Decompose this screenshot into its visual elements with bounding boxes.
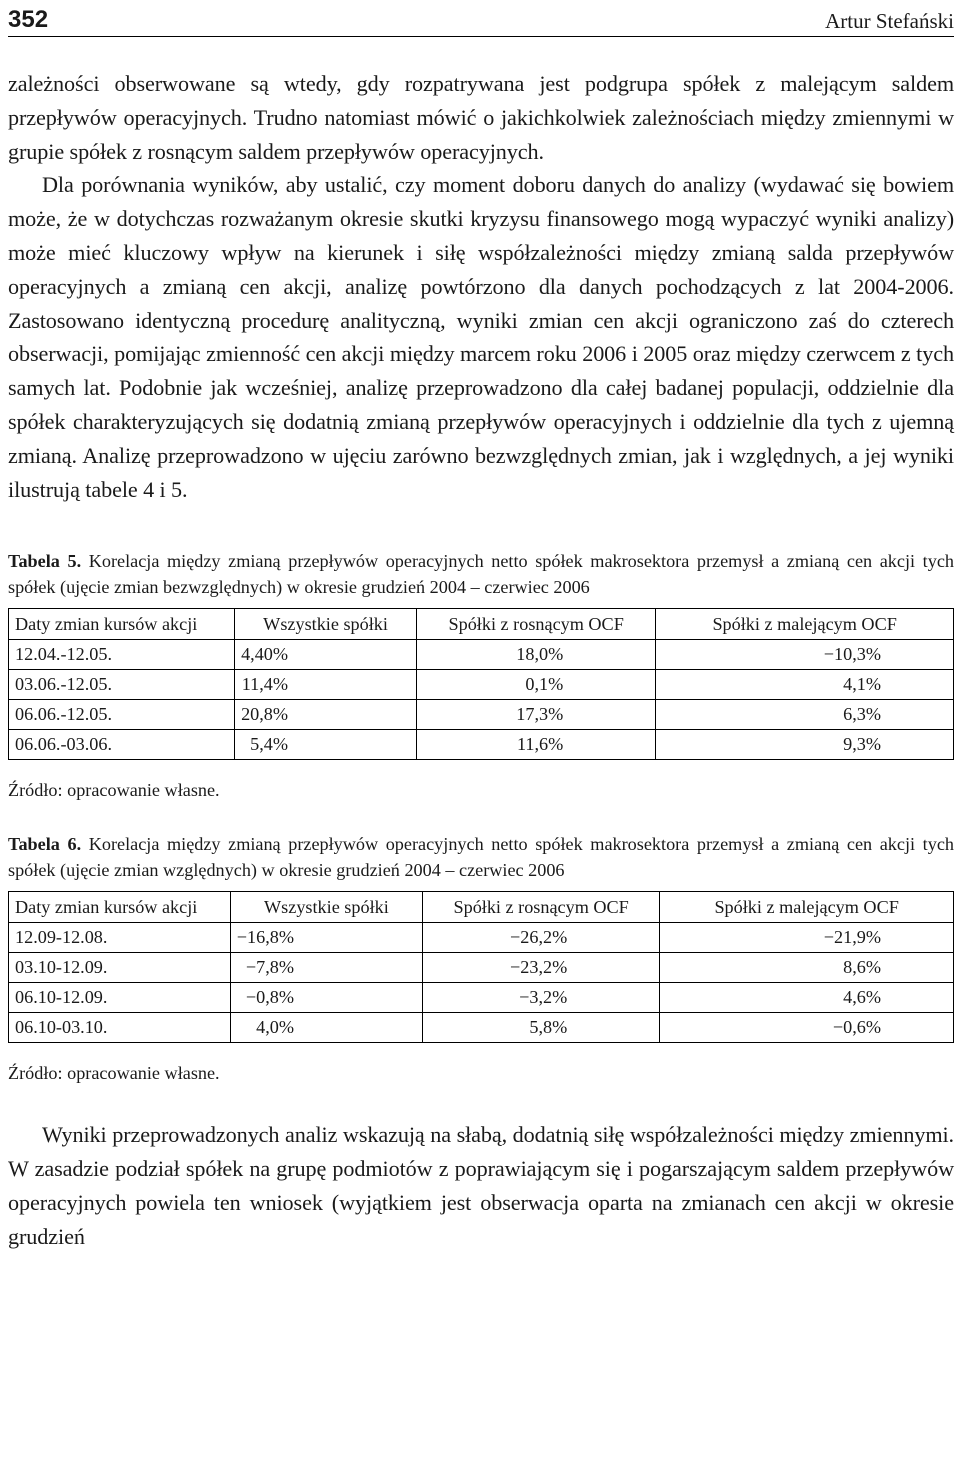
table-row	[9, 953, 954, 983]
header-dates: Daty zmian kursów akcji	[9, 892, 231, 923]
table-row	[9, 1013, 954, 1043]
cell-rising: −23,2%	[423, 953, 660, 983]
cell-date: 03.06.-12.05.	[9, 670, 235, 700]
table6	[8, 891, 954, 1043]
table6-source: Źródło: opracowanie własne.	[8, 1063, 220, 1084]
header-rising: Spółki z rosnącym OCF	[417, 609, 656, 640]
cell-date: 12.09-12.08.	[9, 923, 231, 953]
cell-falling: 4,1%	[656, 670, 954, 700]
header-rising: Spółki z rosnącym OCF	[423, 892, 660, 923]
table-row	[9, 640, 954, 670]
cell-all: 4,40%	[235, 640, 417, 670]
cell-falling: 9,3%	[656, 730, 954, 760]
cell-date: 12.04.-12.05.	[9, 640, 235, 670]
table-row	[9, 700, 954, 730]
cell-date: 06.06.-12.05.	[9, 700, 235, 730]
cell-falling: −10,3%	[656, 640, 954, 670]
cell-rising: 5,8%	[423, 1013, 660, 1043]
table5-caption-text: Korelacja między zmianą przepływów operacyjnych netto spółek makrosektora przemysł a zmianą cen akcji tych spółek (ujęcie zmian bezwzględnych) w okresie grudzień 2004 – czerwiec 2006	[8, 551, 954, 598]
cell-date: 06.10-03.10.	[9, 1013, 231, 1043]
cell-rising: 11,6%	[417, 730, 656, 760]
cell-all: 11,4%	[235, 670, 417, 700]
cell-all: −7,8%	[230, 953, 422, 983]
cell-date: 03.10-12.09.	[9, 953, 231, 983]
page-number: 352	[8, 6, 49, 33]
paragraph-2: Dla porównania wyników, aby ustalić, czy moment doboru danych do analizy (wydawać się bowiem może, że w dotychczas rozważanym okresie skutki kryzysu finansowego mogą wypaczyć wyniki analizy) może mieć kluczowy wpływ na kierunek i siłę współzależności między zmianą salda przepływów operacyjnych a zmianą cen akcji, analizę powtórzono dla danych pochodzących z lat 2004-2006. Zastosowano identyczną procedurę analityczną, wyniki zmian cen akcji ograniczono zaś do czterech obserwacji, pomijając zmienność cen akcji między marcem roku 2006 i 2005 oraz między czerwcem z tych samych lat. Podobnie jak wcześniej, analizę przeprowadzono dla całej badanej populacji, oddzielnie dla spółek charakteryzujących się dodatnią zmianą przepływów operacyjnych i oddzielnie dla tych z ujemną zmianą. Analizę przeprowadzono w ujęciu zarówno bezwzględnych zmian, jak i względnych, a jej wyniki ilustrują tabele 4 i 5.	[8, 172, 954, 502]
header-all: Wszystkie spółki	[230, 892, 422, 923]
cell-rising: 0,1%	[417, 670, 656, 700]
table5-source: Źródło: opracowanie własne.	[8, 780, 220, 801]
paragraph-1: zależności obserwowane są wtedy, gdy rozpatrywana jest podgrupa spółek z malejącym saldem przepływów operacyjnych. Trudno natomiast mówić o jakichkolwiek zależnościach między zmiennymi w grupie spółek z rosnącym saldem przepływów operacyjnych.	[8, 71, 954, 164]
cell-date: 06.10-12.09.	[9, 983, 231, 1013]
table-row	[9, 730, 954, 760]
cell-rising: −26,2%	[423, 923, 660, 953]
cell-falling: −21,9%	[660, 923, 954, 953]
cell-rising: 18,0%	[417, 640, 656, 670]
cell-falling: −0,6%	[660, 1013, 954, 1043]
cell-date: 06.06.-03.06.	[9, 730, 235, 760]
cell-falling: 8,6%	[660, 953, 954, 983]
table-header-row	[9, 609, 954, 640]
header-dates: Daty zmian kursów akcji	[9, 609, 235, 640]
table6-label: Tabela 6.	[8, 834, 82, 855]
table-header-row	[9, 892, 954, 923]
running-author: Artur Stefański	[825, 9, 954, 33]
table-row	[9, 923, 954, 953]
paragraph-3: Wyniki przeprowadzonych analiz wskazują na słabą, dodatnią siłę współzależności między zmiennymi. W zasadzie podział spółek na grupę podmiotów z poprawiającym się i pogarszającym saldem przepływów operacyjnych powiela ten wniosek (wyjątkiem jest obserwacja oparta na zmianach cen akcji w okresie grudzień	[8, 1122, 954, 1249]
cell-all: −16,8%	[230, 923, 422, 953]
table5-label: Tabela 5.	[8, 551, 82, 572]
table6-caption	[8, 831, 954, 883]
running-header	[8, 0, 954, 37]
table-row	[9, 670, 954, 700]
header-falling: Spółki z malejącym OCF	[656, 609, 954, 640]
header-all: Wszystkie spółki	[235, 609, 417, 640]
table6-caption-text: Korelacja między zmianą przepływów operacyjnych netto spółek makrosektora przemysł a zmianą cen akcji tych spółek (ujęcie zmian względnych) w okresie grudzień 2004 – czerwiec 2006	[8, 834, 954, 881]
cell-all: −0,8%	[230, 983, 422, 1013]
cell-all: 20,8%	[235, 700, 417, 730]
table5	[8, 608, 954, 760]
cell-falling: 6,3%	[656, 700, 954, 730]
table-row	[9, 983, 954, 1013]
cell-all: 4,0%	[230, 1013, 422, 1043]
header-falling: Spółki z malejącym OCF	[660, 892, 954, 923]
cell-falling: 4,6%	[660, 983, 954, 1013]
table5-caption	[8, 548, 954, 600]
cell-rising: −3,2%	[423, 983, 660, 1013]
document-page	[8, 0, 954, 1254]
cell-rising: 17,3%	[417, 700, 656, 730]
cell-all: 5,4%	[235, 730, 417, 760]
